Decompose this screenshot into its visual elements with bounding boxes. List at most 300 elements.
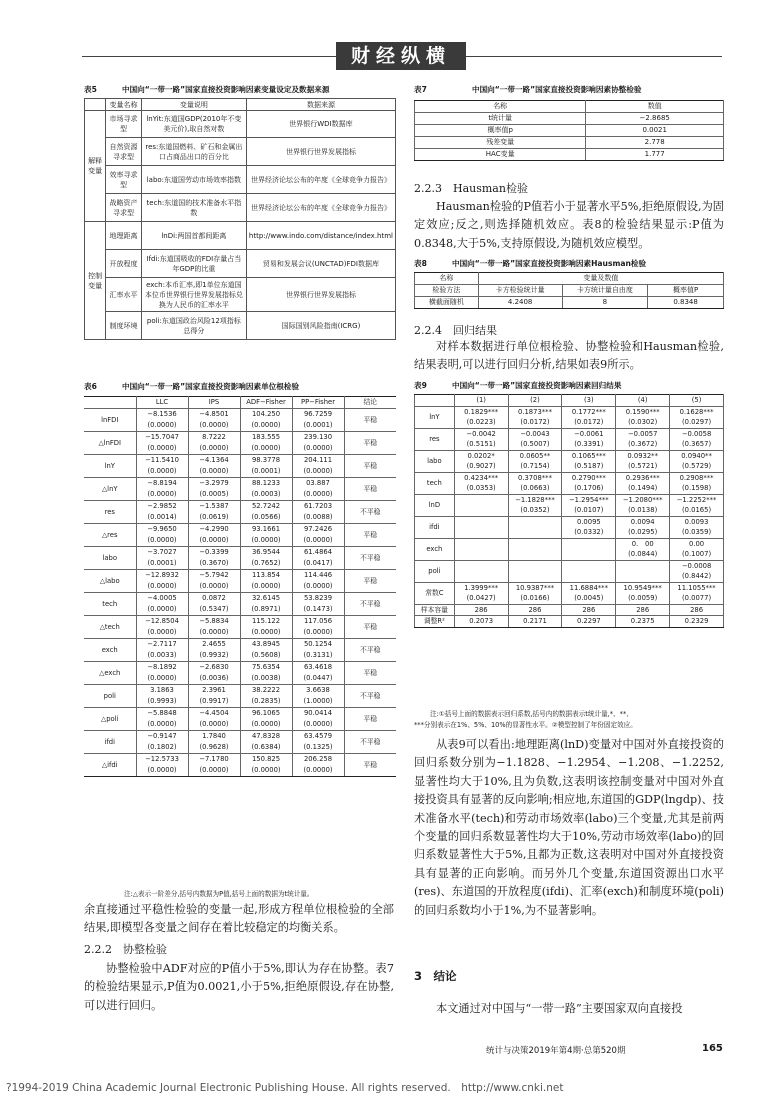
t6-stat: −8.8194 xyxy=(136,478,188,490)
t9-row-stats xyxy=(415,439,724,450)
t6-pvalue: (0.0001) xyxy=(240,466,292,478)
t6-var: ifdi xyxy=(84,731,136,754)
t9-coef xyxy=(508,560,562,571)
t6-pvalue: (0.0000) xyxy=(292,581,344,593)
t6-row xyxy=(84,455,396,467)
t9-coef: 0.1065*** xyxy=(562,450,616,461)
t6-stat: −3.7027 xyxy=(136,547,188,559)
t9-row-stats xyxy=(415,505,724,516)
t6-pvalue: (0.0000) xyxy=(188,466,240,478)
t5-cell: 国际国别风险指南(ICRG) xyxy=(246,312,395,340)
t5-cell: 汇率水平 xyxy=(106,278,142,312)
t6-conclusion: 平稳 xyxy=(344,754,396,777)
t6-stat: 90.0414 xyxy=(292,708,344,720)
t6-pvalue: (0.0000) xyxy=(292,466,344,478)
t6-stat: −3.2979 xyxy=(188,478,240,490)
t6-pvalue: (0.9628) xyxy=(188,742,240,754)
t6-stat: 52.7242 xyxy=(240,501,292,513)
t6-stat: 50.1254 xyxy=(292,639,344,651)
t9-coef xyxy=(454,560,508,571)
t5-cell: exch:本币汇率,即1单位东道国本位币世界银行世界发展指标兑换为人民币的汇率水平 xyxy=(141,278,246,312)
t9-var: res xyxy=(415,428,455,450)
t9-coef: −0.0042 xyxy=(454,428,508,439)
t5-cell: 世界经济论坛公布的年度《全球竞争力报告》 xyxy=(246,194,395,222)
table5-number: 表5 xyxy=(84,85,97,94)
t6-conclusion: 平稳 xyxy=(344,616,396,639)
t9-tstat: (0.3672) xyxy=(616,439,670,450)
t9-row xyxy=(415,406,724,417)
t6-body xyxy=(84,409,396,777)
t6-var: tech xyxy=(84,593,136,616)
t6-conclusion: 不平稳 xyxy=(344,547,396,570)
t9-header: (3) xyxy=(562,395,616,407)
t8-subheader: 卡方检验统计量 xyxy=(478,285,562,297)
t9-coef xyxy=(454,538,508,549)
t9-sample: 286 xyxy=(508,604,562,616)
t9-coef: 11.1055*** xyxy=(670,582,724,593)
t6-pvalue: (1.0000) xyxy=(292,696,344,708)
t6-var: poli xyxy=(84,685,136,708)
t9-tstat: (0.5187) xyxy=(562,461,616,472)
t6-conclusion: 不平稳 xyxy=(344,593,396,616)
t7-cell: 0.0021 xyxy=(586,125,724,137)
t6-stat: −8.1536 xyxy=(136,409,188,421)
t6-var: △tech xyxy=(84,616,136,639)
t6-conclusion: 平稳 xyxy=(344,570,396,593)
t6-pvalue: (0.0000) xyxy=(136,673,188,685)
t9-coef: 0.4234*** xyxy=(454,472,508,483)
table9-note-2: ***分别表示在1%、5%、10%的显著性水平。②模型控制了年份固定效应。 xyxy=(414,721,637,729)
t9-tstat: (0.0663) xyxy=(508,483,562,494)
t5-cell: 贸易和发展会议(UNCTAD)FDI数据库 xyxy=(246,250,395,278)
t6-stat: 47.8328 xyxy=(240,731,292,743)
t6-pvalue: (0.0000) xyxy=(188,443,240,455)
t9-coef: 0.0093 xyxy=(670,516,724,527)
t6-stat: 88.1233 xyxy=(240,478,292,490)
t6-row xyxy=(84,639,396,651)
copyright-notice: ?1994-2019 China Academic Journal Electronic Publishing House. All rights reserved. http://www.cnki.net xyxy=(6,1082,564,1094)
t9-coef: −0.0061 xyxy=(562,428,616,439)
t9-coef: 0.3708*** xyxy=(508,472,562,483)
t9-tstat: (0.0165) xyxy=(670,505,724,516)
heading-2-2-3: 2.2.3 Hausman检验 xyxy=(414,182,528,195)
t6-stat: 38.2222 xyxy=(240,685,292,697)
t6-pvalue: (0.0000) xyxy=(188,535,240,547)
t6-var: △poli xyxy=(84,708,136,731)
t9-tstat: (0.0359) xyxy=(670,527,724,538)
table9 xyxy=(414,394,724,628)
t6-header: 结论 xyxy=(344,397,396,409)
t9-row-stats xyxy=(415,549,724,560)
t6-var: lnY xyxy=(84,455,136,478)
t6-pvalue: (0.6384) xyxy=(240,742,292,754)
t5-cell: 世界经济论坛公布的年度《全球竞争力报告》 xyxy=(246,166,395,194)
t9-coef: 1.3999*** xyxy=(454,582,508,593)
t6-pvalue: (0.0447) xyxy=(292,673,344,685)
t8-cell: 横截面随机 xyxy=(415,297,479,309)
t9-row-stats xyxy=(415,417,724,428)
t6-conclusion: 平稳 xyxy=(344,478,396,501)
t6-pvalue: (0.0000) xyxy=(188,627,240,639)
t6-stat: 2.3961 xyxy=(188,685,240,697)
t9-tstat: (0.0172) xyxy=(562,417,616,428)
right-paragraph-analysis: 从表9可以看出:地理距离(lnD)变量对中国对外直接投资的回归系数分别为−1.1828、−1.2954、−1.208、−1.2252,显著性均大于10%,且为负数,这表明该控制变量对中国对外直接投资具有显著的反向影响;相应地,东道国的GDP(lngdp)、技术准备水平(tech)和劳动市场效率(labo)三个变量,尤其是前两个变量的回归系数显著性均大于10%,劳动市场效率(labo)的回归系数显著性大于5%,且都为正数,这表明对中国对外直接投资具有显著的正向影响。而另外几个变量,东道国资源出口水平(res)、东道国的开放程度(ifdi)、汇率(exch)和制度环境(poli)的回归系数均小于1%,为不显著影响。 xyxy=(414,738,724,917)
table9-caption xyxy=(414,380,621,391)
t9-coef: 0.2790*** xyxy=(562,472,616,483)
t9-coef xyxy=(562,538,616,549)
t6-row xyxy=(84,432,396,444)
t6-pvalue: (0.0000) xyxy=(136,443,188,455)
t6-pvalue: (0.0000) xyxy=(188,719,240,731)
t6-stat: −7.1780 xyxy=(188,754,240,766)
t6-pvalue: (0.0000) xyxy=(188,420,240,432)
t9-coef: −0.0043 xyxy=(508,428,562,439)
t6-pvalue: (0.0033) xyxy=(136,650,188,662)
t6-stat: 2.4655 xyxy=(188,639,240,651)
t9-r2: 0.2297 xyxy=(562,616,616,628)
t6-header xyxy=(84,397,136,409)
t9-row xyxy=(415,582,724,593)
t6-pvalue: (0.0619) xyxy=(188,512,240,524)
t6-stat: 204.111 xyxy=(292,455,344,467)
t6-pvalue: (0.0003) xyxy=(240,489,292,501)
t9-tstat: (0.0172) xyxy=(508,417,562,428)
t6-stat: 113.854 xyxy=(240,570,292,582)
t5-cell: 地理距离 xyxy=(106,222,142,250)
t6-stat: 96.1065 xyxy=(240,708,292,720)
t9-body xyxy=(415,406,724,604)
t9-coef: 0.00 xyxy=(670,538,724,549)
t9-coef: 0.2908*** xyxy=(670,472,724,483)
t6-row xyxy=(84,754,396,766)
t6-pvalue: (0.9917) xyxy=(188,696,240,708)
t6-conclusion: 不平稳 xyxy=(344,639,396,662)
t6-stat: −12.8932 xyxy=(136,570,188,582)
t6-row xyxy=(84,616,396,628)
t6-stat: −8.1892 xyxy=(136,662,188,674)
t6-pvalue: (0.0000) xyxy=(188,581,240,593)
table9-title: 中国向“一带一路”国家直接投资影响因素回归结果 xyxy=(452,381,622,390)
t6-header: PP−Fisher xyxy=(292,397,344,409)
t6-stat: 03.887 xyxy=(292,478,344,490)
t9-tstat xyxy=(508,527,562,538)
t6-conclusion: 平稳 xyxy=(344,409,396,432)
t9-var: 常数C xyxy=(415,582,455,604)
t6-stat: 61.7203 xyxy=(292,501,344,513)
t9-coef: 0.1829*** xyxy=(454,406,508,417)
t6-pvalue: (0.0000) xyxy=(292,765,344,777)
table7-caption xyxy=(414,84,641,95)
t9-tstat xyxy=(562,549,616,560)
t9-tstat: (0.1706) xyxy=(562,483,616,494)
t6-stat: 0.0872 xyxy=(188,593,240,605)
t9-r2: 0.2375 xyxy=(616,616,670,628)
t6-row xyxy=(84,708,396,720)
t9-tstat xyxy=(454,549,508,560)
t9-coef: 10.9549*** xyxy=(616,582,670,593)
t6-row xyxy=(84,501,396,513)
t6-pvalue: (0.0001) xyxy=(136,558,188,570)
heading-2-2-2: 2.2.2 协整检验 xyxy=(84,943,167,956)
t6-stat: 63.4579 xyxy=(292,731,344,743)
t6-pvalue: (0.0000) xyxy=(136,489,188,501)
t9-coef: 10.9387*** xyxy=(508,582,562,593)
t9-tstat: (0.0138) xyxy=(616,505,670,516)
t9-row xyxy=(415,472,724,483)
t6-stat: 239.130 xyxy=(292,432,344,444)
t7-cell: 2.778 xyxy=(586,137,724,149)
t8-cell: 8 xyxy=(562,297,648,309)
t9-tstat: (0.1007) xyxy=(670,549,724,560)
t6-stat: 8.7222 xyxy=(188,432,240,444)
t6-pvalue: (0.0417) xyxy=(292,558,344,570)
t6-stat: −4.8501 xyxy=(188,409,240,421)
t6-stat: 1.7840 xyxy=(188,731,240,743)
t6-pvalue: (0.0038) xyxy=(240,673,292,685)
t5-group-explain: 解释变量 xyxy=(85,111,106,222)
t9-tstat: (0.5007) xyxy=(508,439,562,450)
t6-stat: 93.1661 xyxy=(240,524,292,536)
t6-stat: 114.446 xyxy=(292,570,344,582)
right-paragraph-regression: 对样本数据进行单位根检验、协整检验和Hausman检验,结果表明,可以进行回归分析,结果如表9所示。 xyxy=(414,340,724,372)
t6-pvalue: (0.0005) xyxy=(188,489,240,501)
t9-tstat: (0.0077) xyxy=(670,593,724,604)
t9-tstat: (0.0059) xyxy=(616,593,670,604)
table5 xyxy=(84,98,396,340)
t6-pvalue: (0.0000) xyxy=(136,535,188,547)
t9-row-stats xyxy=(415,571,724,582)
t6-pvalue: (0.0000) xyxy=(292,535,344,547)
t9-row-stats xyxy=(415,461,724,472)
t6-pvalue: (0.0000) xyxy=(240,765,292,777)
t9-row-stats xyxy=(415,483,724,494)
t9-sample: 286 xyxy=(562,604,616,616)
t6-stat: 36.9544 xyxy=(240,547,292,559)
t9-sample: 286 xyxy=(670,604,724,616)
t6-stat: 206.258 xyxy=(292,754,344,766)
t6-pvalue: (0.0000) xyxy=(188,765,240,777)
t6-pvalue: (0.1473) xyxy=(292,604,344,616)
table7-title: 中国向“一带一路”国家直接投资影响因素协整检验 xyxy=(472,85,642,94)
t8-subheader: 检验方法 xyxy=(415,285,479,297)
t6-var: res xyxy=(84,501,136,524)
t6-stat: −2.9852 xyxy=(136,501,188,513)
t6-pvalue: (0.3131) xyxy=(292,650,344,662)
t9-coef: 0.1590*** xyxy=(616,406,670,417)
t6-row xyxy=(84,478,396,490)
t7-cell: −2.8685 xyxy=(586,113,724,125)
right-paragraph-hausman: Hausman检验的P值若小于显著水平5%,拒绝原假设,为固定效应;反之,则选择随机效应。表8的检验结果显示:P值为0.8348,大于5%,支持原假设,为随机效应模型。 xyxy=(414,200,724,250)
t6-pvalue: (0.5608) xyxy=(240,650,292,662)
t9-tstat xyxy=(562,571,616,582)
t9-r2: 0.2073 xyxy=(454,616,508,628)
t6-row xyxy=(84,524,396,536)
t6-pvalue: (0.0088) xyxy=(292,512,344,524)
t6-stat: 53.8239 xyxy=(292,593,344,605)
t9-header: (2) xyxy=(508,395,562,407)
t5-cell: poli:东道国政治风险12项指标总得分 xyxy=(141,312,246,340)
t9-r2-label: 调整R² xyxy=(415,616,455,628)
table6-number: 表6 xyxy=(84,382,97,391)
table5-caption xyxy=(84,84,329,95)
t9-row-stats xyxy=(415,527,724,538)
t6-stat: 43.8945 xyxy=(240,639,292,651)
t9-coef: 0.1628*** xyxy=(670,406,724,417)
t5-header: 变量名称 xyxy=(106,99,142,111)
t9-coef: 0.0095 xyxy=(562,516,616,527)
t6-stat: −2.7117 xyxy=(136,639,188,651)
t7-header: 名称 xyxy=(415,101,586,113)
t9-r2: 0.2329 xyxy=(670,616,724,628)
table7 xyxy=(414,100,724,161)
t6-pvalue: (0.0000) xyxy=(292,627,344,639)
t9-tstat: (0.0427) xyxy=(454,593,508,604)
t9-header: (5) xyxy=(670,395,724,407)
t9-coef xyxy=(454,494,508,505)
t6-stat: −9.9650 xyxy=(136,524,188,536)
t6-conclusion: 不平稳 xyxy=(344,501,396,524)
t5-cell: 世界银行世界发展指标 xyxy=(246,278,395,312)
t6-pvalue: (0.0000) xyxy=(240,420,292,432)
t8-subheader: 概率值P xyxy=(648,285,724,297)
t9-tstat xyxy=(508,571,562,582)
t9-var: labo xyxy=(415,450,455,472)
t6-row xyxy=(84,731,396,743)
t9-row xyxy=(415,538,724,549)
table8-number: 表8 xyxy=(414,259,427,268)
t9-coef: 0.2936*** xyxy=(616,472,670,483)
t9-coef: 0.0940** xyxy=(670,450,724,461)
t5-cell: 世界银行世界发展指标 xyxy=(246,138,395,166)
t9-tstat: (0.5729) xyxy=(670,461,724,472)
t6-pvalue: (0.2835) xyxy=(240,696,292,708)
t6-conclusion: 不平稳 xyxy=(344,685,396,708)
t9-row xyxy=(415,494,724,505)
t5-header-corner xyxy=(85,99,106,111)
t5-cell: res:东道国燃料、矿石和金属出口占商品出口的百分比 xyxy=(141,138,246,166)
t9-tstat: (0.7154) xyxy=(508,461,562,472)
t5-cell: http://www.indo.com/distance/index.html xyxy=(246,222,395,250)
t6-pvalue: (0.7652) xyxy=(240,558,292,570)
t9-var: lnY xyxy=(415,406,455,428)
t9-header: (1) xyxy=(454,395,508,407)
t9-var: tech xyxy=(415,472,455,494)
t5-cell: 开放程度 xyxy=(106,250,142,278)
t9-tstat: (0.0295) xyxy=(616,527,670,538)
table5-title: 中国向“一带一路”国家直接投资影响因素变量设定及数据来源 xyxy=(122,85,330,94)
left-paragraph-1: 余直接通过平稳性检验的变量一起,形成方程单位根检验的全部结果,即模型各变量之间存在着比较稳定的均衡关系。 xyxy=(84,903,394,935)
t6-stat: −0.9147 xyxy=(136,731,188,743)
t9-tstat: (0.3391) xyxy=(562,439,616,450)
t9-tstat xyxy=(454,505,508,516)
section-banner: 财经纵横 xyxy=(336,42,466,70)
t6-conclusion: 平稳 xyxy=(344,455,396,478)
t6-pvalue: (0.0000) xyxy=(136,765,188,777)
t6-stat: −5.7942 xyxy=(188,570,240,582)
t9-row xyxy=(415,428,724,439)
t8-cell: 4.2408 xyxy=(478,297,562,309)
t6-row xyxy=(84,570,396,582)
t9-tstat: (0.0166) xyxy=(508,593,562,604)
t6-stat: 183.555 xyxy=(240,432,292,444)
t9-row-stats xyxy=(415,593,724,604)
t9-tstat: (0.0045) xyxy=(562,593,616,604)
t9-tstat: (0.0223) xyxy=(454,417,508,428)
t6-stat: −15.7047 xyxy=(136,432,188,444)
t9-tstat: (0.5151) xyxy=(454,439,508,450)
t5-cell: lnDi:两国首都间距离 xyxy=(141,222,246,250)
t9-row xyxy=(415,516,724,527)
t9-coef: −1.2080*** xyxy=(616,494,670,505)
t5-cell: 市场寻求型 xyxy=(106,111,142,138)
t5-cell: 世界银行WDI数据库 xyxy=(246,111,395,138)
t9-tstat: (0.3657) xyxy=(670,439,724,450)
t6-pvalue: (0.0000) xyxy=(292,719,344,731)
table8 xyxy=(414,272,724,309)
t9-coef: 0.0605** xyxy=(508,450,562,461)
t8-subheader: 卡方统计量自由度 xyxy=(562,285,648,297)
t6-var: △ifdi xyxy=(84,754,136,777)
table8-caption xyxy=(414,258,646,269)
t6-stat: 32.6145 xyxy=(240,593,292,605)
t6-pvalue: (0.0000) xyxy=(240,443,292,455)
t9-coef: −1.1828*** xyxy=(508,494,562,505)
t6-var: labo xyxy=(84,547,136,570)
t6-stat: −4.2990 xyxy=(188,524,240,536)
t9-tstat xyxy=(616,571,670,582)
t6-pvalue: (0.0001) xyxy=(292,420,344,432)
t6-conclusion: 不平稳 xyxy=(344,731,396,754)
t6-conclusion: 平稳 xyxy=(344,708,396,731)
t6-stat: 63.4618 xyxy=(292,662,344,674)
t9-var: lnD xyxy=(415,494,455,516)
t6-var: △exch xyxy=(84,662,136,685)
table7-number: 表7 xyxy=(414,85,427,94)
table6 xyxy=(84,396,396,777)
t7-cell: 残差变量 xyxy=(415,137,586,149)
t6-stat: 61.4864 xyxy=(292,547,344,559)
t6-pvalue: (0.0000) xyxy=(136,604,188,616)
t6-header: LLC xyxy=(136,397,188,409)
t9-sample-label: 样本容量 xyxy=(415,604,455,616)
t9-tstat xyxy=(454,571,508,582)
t5-cell: 效率寻求型 xyxy=(106,166,142,194)
t6-pvalue: (0.0000) xyxy=(136,719,188,731)
t6-pvalue: (0.1802) xyxy=(136,742,188,754)
t9-tstat: (0.1494) xyxy=(616,483,670,494)
t7-cell: 1.777 xyxy=(586,149,724,161)
t9-coef: −0.0057 xyxy=(616,428,670,439)
t9-coef: −1.2954*** xyxy=(562,494,616,505)
t9-coef: 0.1772*** xyxy=(562,406,616,417)
t5-cell: 战略资产寻求型 xyxy=(106,194,142,222)
t9-coef: 11.6884*** xyxy=(562,582,616,593)
t6-stat: 115.122 xyxy=(240,616,292,628)
left-paragraph-2: 协整检验中ADF对应的P值小于5%,即认为存在协整。表7的检验结果显示,P值为0.0021,小于5%,拒绝原假设,存在协整,可以进行回归。 xyxy=(84,962,394,1012)
t5-cell: lnYit:东道国GDP(2010年不变美元价),取自然对数 xyxy=(141,111,246,138)
t6-pvalue: (0.0000) xyxy=(292,489,344,501)
t7-cell: t统计量 xyxy=(415,113,586,125)
t6-pvalue: (0.9993) xyxy=(136,696,188,708)
t9-header: (4) xyxy=(616,395,670,407)
t9-tstat: (0.0352) xyxy=(508,505,562,516)
t5-cell: 制度环境 xyxy=(106,312,142,340)
t8-header-values: 变量及数值 xyxy=(478,273,723,285)
t6-stat: −11.5410 xyxy=(136,455,188,467)
t6-stat: 3.1863 xyxy=(136,685,188,697)
t6-stat: −1.5387 xyxy=(188,501,240,513)
t8-header-name: 名称 xyxy=(415,273,479,285)
